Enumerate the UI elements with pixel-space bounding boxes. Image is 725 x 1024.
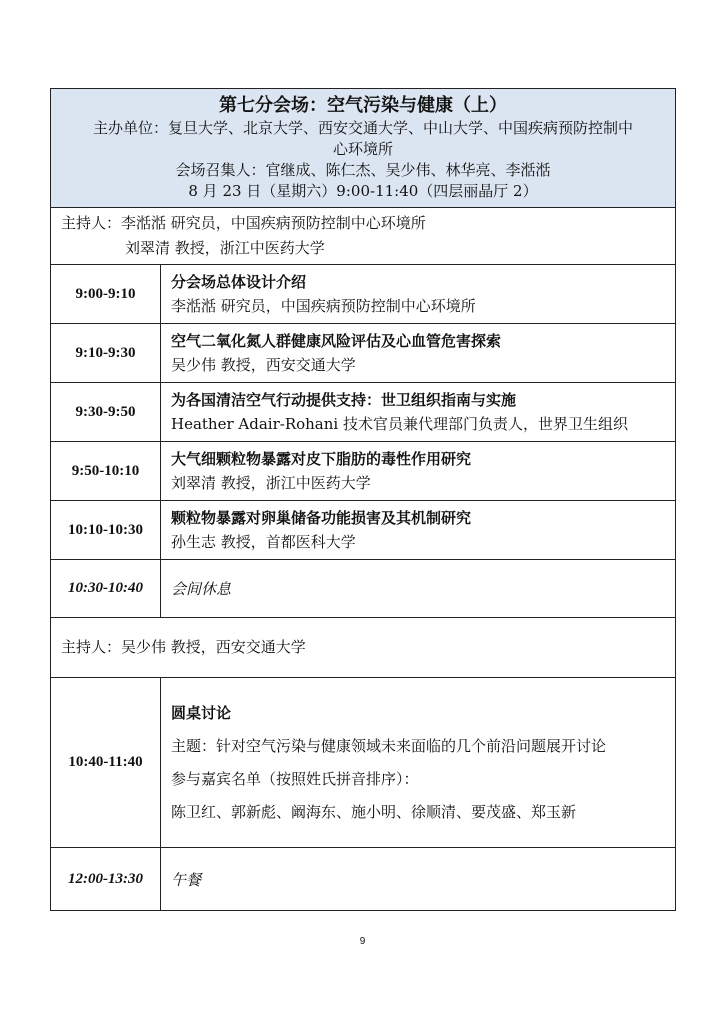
talk-time: 9:00-9:10	[51, 265, 161, 324]
table-row	[51, 501, 676, 560]
host-cell	[51, 208, 676, 265]
roundtable-cell	[161, 678, 676, 848]
talk-speaker: 孙生志 教授，首都医科大学	[171, 533, 356, 551]
page-number: 9	[359, 936, 366, 947]
table-row	[51, 383, 676, 442]
session-title: 第七分会场：空气污染与健康（上）	[219, 95, 507, 116]
break-row	[51, 560, 676, 618]
break-label: 会间休息	[161, 560, 676, 618]
table-row	[51, 324, 676, 383]
session-date: 8 月 23 日（星期六）9:00-11:40（四层丽晶厅 2）	[188, 182, 538, 200]
roundtable-guests-label: 参与嘉宾名单（按照姓氏拼音排序）：	[171, 769, 419, 788]
lunch-label: 午餐	[161, 848, 676, 911]
talk-title: 颗粒物暴露对卵巢储备功能损害及其机制研究	[171, 509, 472, 527]
talk-speaker: 刘翠清 教授，浙江中医药大学	[171, 474, 371, 492]
table-row	[51, 442, 676, 501]
talk-cell	[161, 383, 676, 442]
table-row	[51, 265, 676, 324]
host-row	[51, 208, 676, 265]
talk-title: 大气细颗粒物暴露对皮下脂肪的毒性作用研究	[171, 450, 472, 468]
talk-title: 为各国清洁空气行动提供支持：世卫组织指南与实施	[171, 391, 517, 409]
talk-time: 9:10-9:30	[51, 324, 161, 383]
talk-time: 9:50-10:10	[51, 442, 161, 501]
lunch-time: 12:00-13:30	[51, 848, 161, 911]
host-cell-2	[51, 618, 676, 678]
talk-speaker: 吴少伟 教授，西安交通大学	[171, 356, 356, 374]
conveners: 会场召集人：官继成、陈仁杰、吴少伟、林华亮、李湉湉	[175, 161, 551, 179]
talk-time: 9:30-9:50	[51, 383, 161, 442]
break-time: 10:30-10:40	[51, 560, 161, 618]
roundtable-row	[51, 678, 676, 848]
roundtable-topic: 主题：针对空气污染与健康领域未来面临的几个前沿问题展开讨论	[171, 736, 607, 755]
talk-cell	[161, 324, 676, 383]
session-header-row	[51, 89, 676, 208]
talk-cell	[161, 501, 676, 560]
host2-line-1: 主持人：吴少伟 教授，西安交通大学	[61, 638, 306, 656]
talk-cell	[161, 265, 676, 324]
talk-title: 空气二氧化氮人群健康风险评估及心血管危害探索	[171, 332, 502, 350]
host-line-1: 主持人：李湉湉 研究员，中国疾病预防控制中心环境所	[61, 214, 426, 232]
talk-speaker: 李湉湉 研究员，中国疾病预防控制中心环境所	[171, 297, 476, 315]
roundtable-guests: 陈卫红、郭新彪、阚海东、施小明、徐顺清、要茂盛、郑玉新	[171, 802, 577, 821]
lunch-row	[51, 848, 676, 911]
organizers: 主办单位：复旦大学、北京大学、西安交通大学、中山大学、中国疾病预防控制中	[92, 119, 633, 137]
host-line-2: 刘翠清 教授，浙江中医药大学	[125, 239, 325, 257]
talk-time: 10:10-10:30	[51, 501, 161, 560]
talk-speaker: Heather Adair-Rohani 技术官员兼代理部门负责人，世界卫生组织	[171, 415, 628, 433]
roundtable-title: 圆桌讨论	[171, 703, 232, 722]
host-row-2	[51, 618, 676, 678]
session-header	[51, 89, 676, 208]
roundtable-time: 10:40-11:40	[51, 678, 161, 848]
talk-cell	[161, 442, 676, 501]
talk-title: 分会场总体设计介绍	[171, 273, 307, 291]
organizers-cont: 心环境所	[332, 140, 393, 158]
schedule-table	[50, 88, 676, 911]
